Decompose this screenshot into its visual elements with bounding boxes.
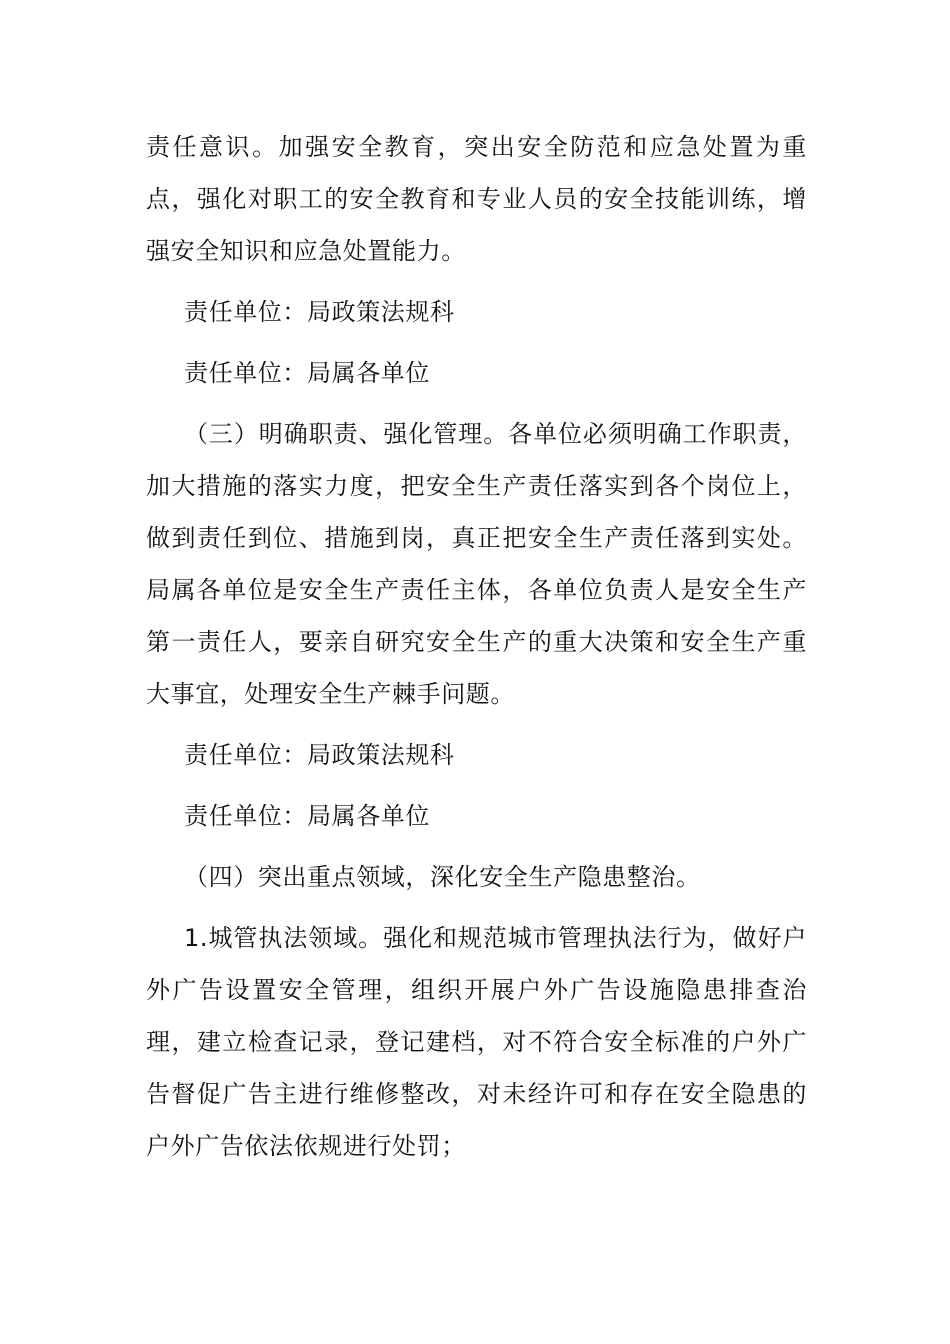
paragraph-responsible-unit-subordinate-2: 责任单位：局属各单位	[184, 802, 430, 830]
paragraph-section-four-heading: （四）突出重点领域，深化安全生产隐患整治。	[184, 863, 701, 891]
document-body	[146, 121, 807, 1181]
paragraph-item-one-urban-management: 1.城管执法领域。强化和规范城市管理执法行为，做好户外广告设置安全管理，组织开展户外广告设施隐患排查治理，建立检查记录，登记建档，对不符合安全标准的户外广告督促广告主进行维修整改，对未经许可和存在安全隐患的户外广告依法依规进行处罚；	[146, 924, 807, 1160]
paragraph-responsible-unit-subordinate: 责任单位：局属各单位	[184, 359, 430, 387]
paragraph-responsible-unit-policy: 责任单位：局政策法规科	[184, 298, 455, 326]
paragraph-safety-education: 责任意识。加强安全教育，突出安全防范和应急处置为重点，强化对职工的安全教育和专业人员的安全技能训练，增强安全知识和应急处置能力。	[146, 133, 807, 265]
paragraph-responsible-unit-policy-2: 责任单位：局政策法规科	[184, 741, 455, 769]
paragraph-section-three: （三）明确职责、强化管理。各单位必须明确工作职责，加大措施的落实力度，把安全生产责任落实到各个岗位上，做到责任到位、措施到岗，真正把安全生产责任落到实处。局属各单位是安全生产责任主体，各单位负责人是安全生产第一责任人，要亲自研究安全生产的重大决策和安全生产重大事宜，处理安全生产棘手问题。	[146, 420, 807, 708]
